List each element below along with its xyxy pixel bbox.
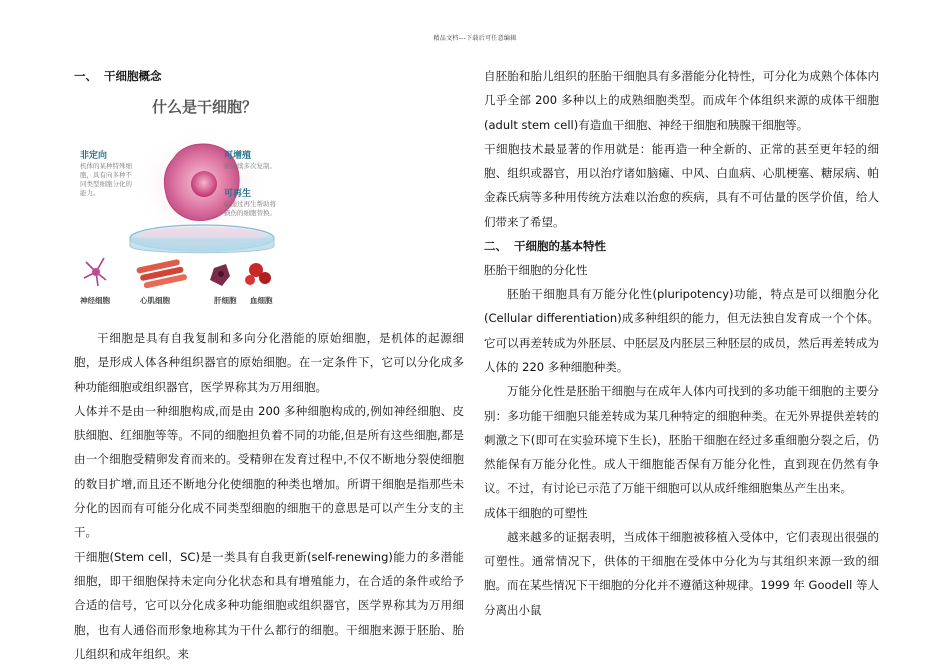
section-number: 二、	[484, 239, 507, 254]
desc-proliferate	[224, 162, 276, 171]
section-title: 干细胞的基本特性	[514, 239, 606, 254]
section-heading-1	[74, 64, 464, 88]
desc-line: 同类型细胞分化的	[80, 180, 132, 188]
paragraph: 万能分化性是胚胎干细胞与在成年人体内可找到的多功能干细胞的主要分别：多功能干细胞只能差转成为某几种特定的细胞种类。在无外界提供差转的刺激之下(即可在实验环境下生长)，胚胎干细胞在经过多重细胞分裂之后，仍然能保有万能分化性。成人干细胞能否保有万能分化性，直到现在仍然有争议。不过，有讨论已示范了万能干细胞可以从成纤维细胞集丛产生出来。	[484, 384, 879, 496]
paragraph: 干细胞(Stem cell，SC)是一类具有自我更新(self-renewing)能力的多潜能细胞，即干细胞保持未定向分化状态和具有增殖能力，在合适的条件或给予合适的信号，它可以分化成多种功能细胞或组织器官，医学界称其为万用细胞，也有人通俗而形象地称其为干什么都行的细胞。干细胞来源于胚胎、胎儿组织和成年组织。来	[74, 549, 464, 661]
paragraph: 干细胞技术最显著的作用就是：能再造一种全新的、正常的甚至更年轻的细胞、组织或器官，用以治疗诸如脑瘫、中风、白血病、心肌梗塞、糖尿病、帕金森氏病等多种用传统方法难以治愈的疾病，具有不可估量的医学价值，给人们带来了希望。	[484, 141, 879, 229]
desc-line: 胞，具有向多种不	[80, 171, 132, 179]
desc-line: 损伤的细胞替换。	[224, 209, 276, 217]
subheading: 胚胎干细胞的分化性	[484, 263, 588, 278]
paragraph: 越来越多的证据表明，当成体干细胞被移植入受体中，它们表现出很强的可塑性。通常情况下，供体的干细胞在受体中分化为与其组织来源一致的细胞。而在某些情况下干细胞的分化并不遵循这种规律。1999 年 Goodell 等人分离出小鼠	[484, 529, 879, 617]
nerve-cell-icon	[84, 258, 106, 286]
section-title: 干细胞概念	[104, 69, 162, 83]
paragraph: 人体并不是由一种细胞构成,而是由 200 多种细胞构成的,例如神经细胞、皮肤细胞、红细胞等等。不同的细胞担负着不同的功能,但是所有这些细胞,都是由一个细胞受精卵发育而来的。受精卵在发育过程中,不仅不断地分裂使细胞的数目扩增,而且还不断地分化使细胞的种类也增加。所谓干细胞是指那些未分化的因而有可能分化成不同类型细胞的细胞干的意思是可以产生分支的主干。	[74, 403, 464, 540]
left-column	[74, 64, 464, 666]
blood-cell-icon	[245, 263, 271, 285]
desc-line: 能通过再生帮助将	[224, 200, 276, 208]
subheading: 成体干细胞的可塑性	[484, 505, 588, 520]
page-header: 精品文档---下载后可任意编辑	[433, 35, 517, 42]
desc-line: 机体的某种特殊细	[80, 162, 132, 170]
label-regenerate: 可再生	[224, 189, 252, 199]
liver-cell-icon	[210, 264, 230, 286]
stem-cell-figure	[74, 90, 284, 310]
section-number: 一、	[74, 69, 97, 83]
figure-title: 什么是干细胞？	[152, 98, 258, 116]
caption-blood-cell: 血细胞	[250, 296, 273, 305]
desc-undirected	[80, 162, 132, 198]
section-heading-2	[484, 234, 879, 258]
cardiomyocyte-icon	[136, 259, 188, 289]
desc-line: 能持续多次复制。	[224, 162, 276, 170]
desc-regenerate	[224, 200, 276, 218]
desc-line: 能力。	[80, 189, 100, 197]
caption-cardiomyocyte: 心肌细胞	[140, 296, 170, 305]
caption-liver-cell: 肝细胞	[214, 296, 237, 305]
stem-cell-nucleus	[191, 171, 217, 197]
label-proliferate: 可增殖	[224, 151, 252, 161]
label-undirected: 非定向	[80, 151, 108, 161]
paragraph: 胚胎干细胞具有万能分化性(pluripotency)功能，特点是可以细胞分化(Cellular differentiation)成多种组织的能力，但无法独自发育成一个个体。它可以再差转成为外胚层、中胚层及内胚层三种胚层的成员，然后再差转成为人体的 220 多种细胞种类。	[484, 287, 879, 374]
paragraph: 自胚胎和胎儿组织的胚胎干细胞具有多潜能分化特性，可分化为成熟个体体内几乎全部 200 多种以上的成熟细胞类型。而成年个体组织来源的成体干细胞(adult stem cell)有造血干细胞、神经干细胞和胰腺干细胞等。	[484, 69, 879, 132]
right-column	[484, 64, 879, 622]
caption-nerve-cell: 神经细胞	[80, 296, 110, 305]
paragraph: 干细胞是具有自我复制和多向分化潜能的原始细胞，是机体的起源细胞，是形成人体各种组织器官的原始细胞。在一定条件下，它可以分化成多种功能细胞或组织器官，医学界称其为万用细胞。	[74, 331, 464, 394]
